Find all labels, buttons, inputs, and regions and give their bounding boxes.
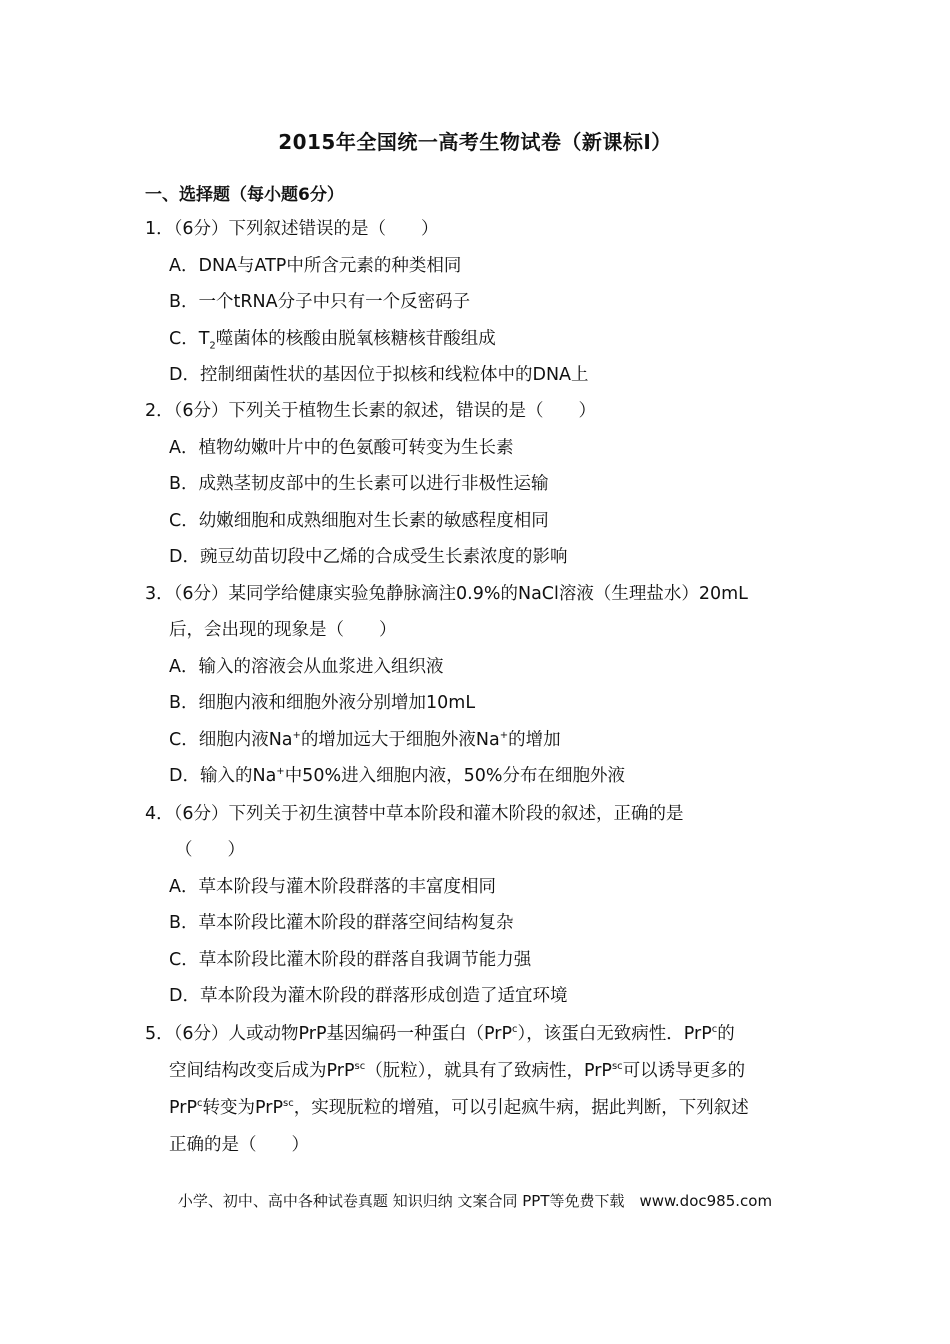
question-2-option-d: D．豌豆幼苗切段中乙烯的合成受生长素浓度的影响	[169, 547, 568, 567]
question-4-option-b: B．草本阶段比灌木阶段的群落空间结构复杂	[169, 913, 514, 933]
question-3-option-c: C．细胞内液Na+的增加远大于细胞外液Na+的增加	[169, 730, 561, 750]
page-title: 2015年全国统一高考生物试卷（新课标I）	[278, 130, 672, 154]
question-2-stem: 2．（6分）下列关于植物生长素的叙述，错误的是（ ）	[145, 401, 597, 421]
question-1-option-b: B．一个tRNA分子中只有一个反密码子	[169, 292, 471, 312]
question-1-option-a: A．DNA与ATP中所含元素的种类相同	[169, 256, 462, 276]
question-5-stem-line-3: PrP$^c$转变为PrP$^{sc}$，实现朊粒的增殖，可以引起疯牛病，据此判断，下列叙述	[169, 1098, 749, 1118]
question-2-option-c: C．幼嫩细胞和成熟细胞对生长素的敏感程度相同	[169, 511, 549, 531]
question-5-stem-line-2: 空间结构改变后成为PrP$^{sc}$（朊粒），就具有了致病性，PrP$^{sc}$可以诱导更多的	[169, 1061, 746, 1081]
question-3-stem-line-1: 3．（6分）某同学给健康实验兔静脉滴注0.9%的NaCl溶液（生理盐水）20mL	[145, 584, 748, 604]
question-4-option-c: C．草本阶段比灌木阶段的群落自我调节能力强	[169, 950, 532, 970]
question-4-option-d: D．草本阶段为灌木阶段的群落形成创造了适宜环境	[169, 986, 568, 1006]
question-2-option-b: B．成熟茎韧皮部中的生长素可以进行非极性运输	[169, 474, 549, 494]
page-footer: 小学、初中、高中各种试卷真题 知识归纳 文案合同 PPT等免费下载 www.doc985.com	[177, 1192, 773, 1210]
question-3-option-b: B．细胞内液和细胞外液分别增加10mL	[169, 693, 476, 713]
question-1-stem: 1．（6分）下列叙述错误的是（ ）	[145, 219, 439, 239]
question-4-option-a: A．草本阶段与灌木阶段群落的丰富度相同	[169, 877, 496, 897]
question-1-option-c: C．$T_2$噬菌体的核酸由脱氧核糖核苷酸组成	[169, 329, 496, 352]
question-4-stem-line-1: 4．（6分）下列关于初生演替中草本阶段和灌木阶段的叙述，正确的是	[145, 804, 684, 824]
section-heading: 一、选择题（每小题6分）	[145, 185, 344, 205]
question-4-stem-line-2: （ ）	[175, 840, 245, 860]
question-1-option-d: D．控制细菌性状的基因位于拟核和线粒体中的DNA上	[169, 365, 589, 385]
question-3-stem-line-2: 后，会出现的现象是（ ）	[169, 620, 397, 640]
question-2-option-a: A．植物幼嫩叶片中的色氨酸可转变为生长素	[169, 438, 514, 458]
question-3-option-d: D．输入的Na+中50%进入细胞内液，50%分布在细胞外液	[169, 766, 625, 786]
question-3-option-a: A．输入的溶液会从血浆进入组织液	[169, 657, 444, 677]
question-5-stem-line-4: 正确的是（ ）	[169, 1135, 309, 1155]
question-5-stem-line-1: 5．（6分）人或动物PrP基因编码一种蛋白（PrP$^c$），该蛋白无致病性．PrP$^c$的	[145, 1024, 735, 1044]
